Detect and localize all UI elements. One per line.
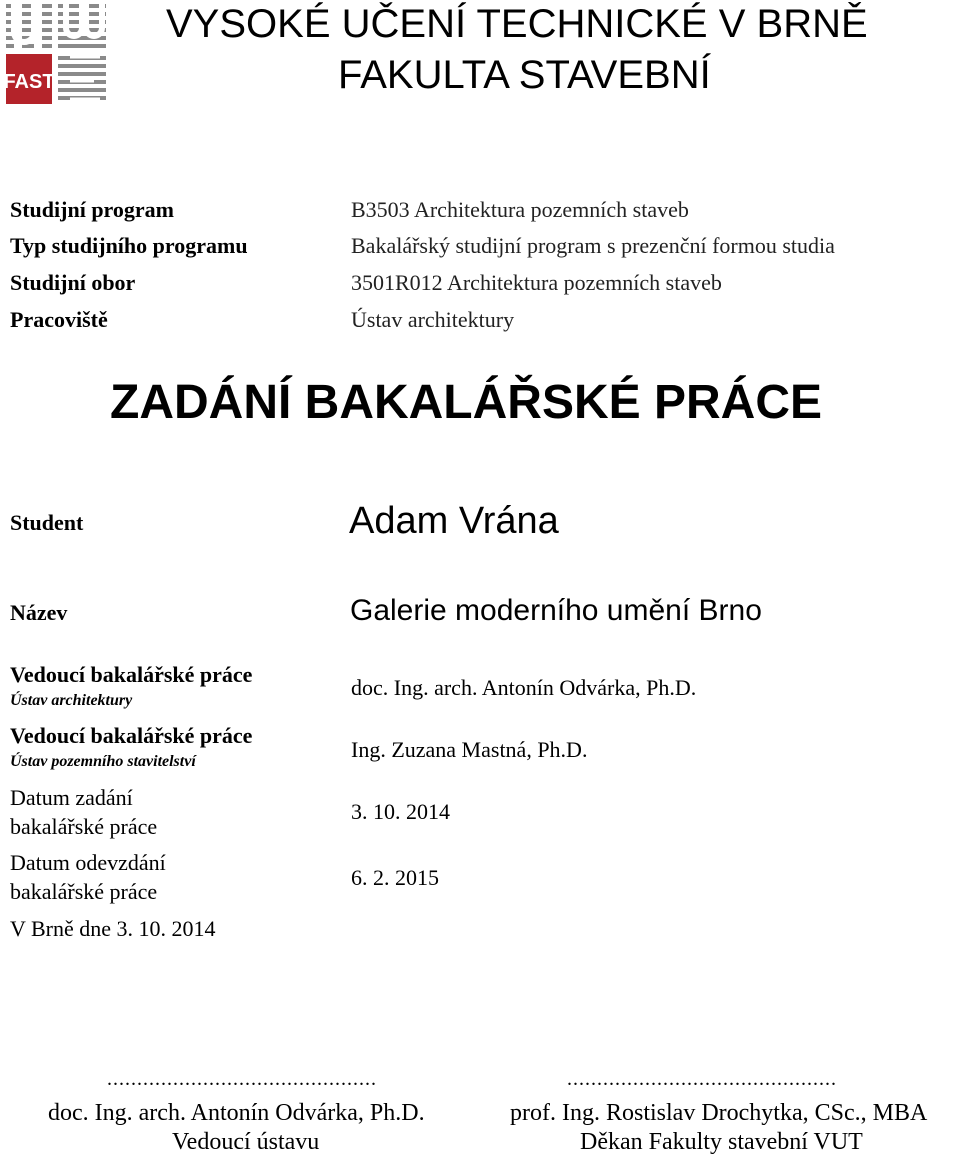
supervisor-label: Vedoucí bakalářské práce <box>10 662 253 687</box>
thesis-title-label: Název <box>10 600 68 625</box>
date-assigned-label-1: Datum zadání <box>10 785 133 810</box>
date-submitted-label-2: bakalářské práce <box>10 879 158 904</box>
date-assigned-label-2: bakalářské práce <box>10 814 158 839</box>
supervisor-department: Ústav architektury <box>10 692 133 709</box>
place-date: V Brně dne 3. 10. 2014 <box>10 916 216 941</box>
department-label: Pracoviště <box>10 307 108 332</box>
signature-line-right: ............................................. <box>567 1068 837 1090</box>
thesis-title-value: Galerie moderního umění Brno <box>350 594 762 627</box>
program-type-value: Bakalářský studijní program s prezenční formou studia <box>351 233 835 258</box>
co-supervisor-department: Ústav pozemního stavitelství <box>10 753 196 770</box>
department-value: Ústav architektury <box>351 307 515 332</box>
date-submitted-label-1: Datum odevzdání <box>10 850 166 875</box>
study-program-value: B3503 Architektura pozemních staveb <box>351 197 689 222</box>
signature-role-left: Vedoucí ústavu <box>172 1129 320 1155</box>
study-field-value: 3501R012 Architektura pozemních staveb <box>351 270 722 295</box>
program-type-label: Typ studijního programu <box>10 233 248 258</box>
date-assigned-value: 3. 10. 2014 <box>351 799 450 824</box>
supervisor-name: doc. Ing. arch. Antonín Odvárka, Ph.D. <box>351 675 697 700</box>
student-label: Student <box>10 510 84 535</box>
study-program-label: Studijní program <box>10 197 175 222</box>
signature-role-right: Děkan Fakulty stavební VUT <box>580 1129 863 1155</box>
signature-line-left: ............................................. <box>107 1068 377 1090</box>
document-title: ZADÁNÍ BAKALÁŘSKÉ PRÁCE <box>110 376 823 429</box>
signature-name-left: doc. Ing. arch. Antonín Odvárka, Ph.D. <box>48 1100 425 1126</box>
signature-name-right: prof. Ing. Rostislav Drochytka, CSc., MBA <box>510 1100 928 1126</box>
date-submitted-value: 6. 2. 2015 <box>351 865 439 890</box>
university-name: VYSOKÉ UČENÍ TECHNICKÉ V BRNĚ <box>166 2 868 46</box>
co-supervisor-name: Ing. Zuzana Mastná, Ph.D. <box>351 737 588 762</box>
student-name: Adam Vrána <box>349 500 559 542</box>
faculty-name: FAKULTA STAVEBNÍ <box>338 53 711 97</box>
logo-text: FAST <box>4 71 55 93</box>
co-supervisor-label: Vedoucí bakalářské práce <box>10 723 253 748</box>
fast-logo <box>4 2 108 106</box>
study-field-label: Studijní obor <box>10 270 136 295</box>
